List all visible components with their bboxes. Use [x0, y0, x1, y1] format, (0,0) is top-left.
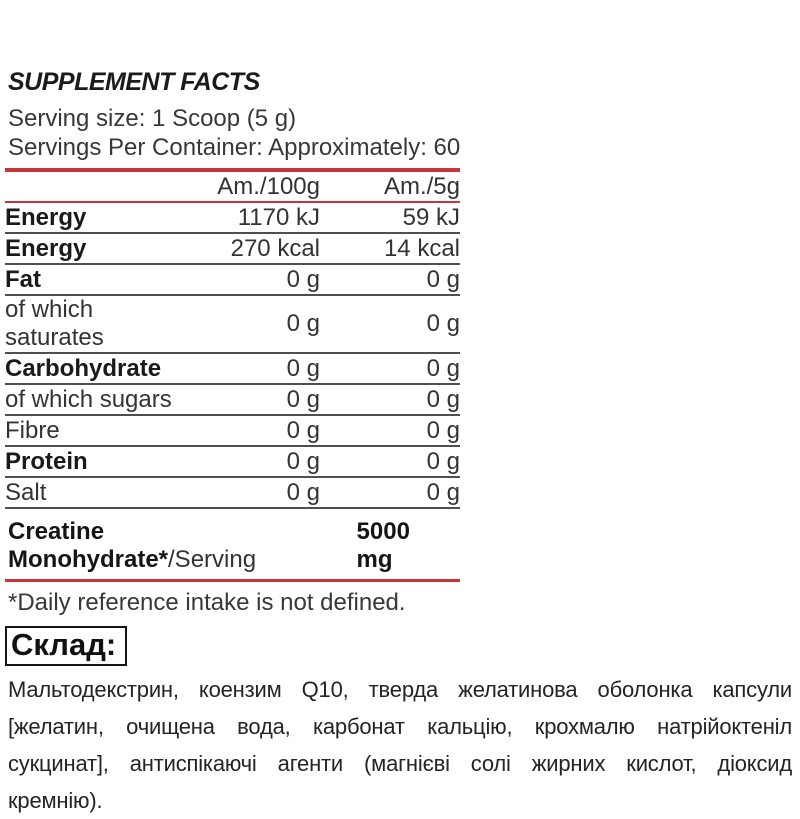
nutrient-per-5g: 0 g [426, 416, 460, 444]
column-header-am-100g: Am./100g [217, 172, 320, 200]
supplement-facts-table [5, 168, 460, 509]
table-row [5, 384, 460, 415]
creatine-name-bold: Creatine Monohydrate* [8, 518, 169, 573]
table-row [5, 295, 460, 353]
table-row [5, 477, 460, 508]
table-row [5, 202, 460, 233]
column-header-blank [5, 170, 190, 202]
nutrient-name: of which sugars [5, 385, 172, 413]
table-row [5, 264, 460, 295]
nutrient-per-100g: 0 g [286, 354, 320, 382]
nutrient-per-100g: 0 g [286, 478, 320, 506]
nutrient-per-5g: 0 g [426, 447, 460, 475]
nutrient-per-5g: 0 g [426, 478, 460, 506]
composition-line: [желатин, очищена вода, карбонат кальцію, крохмалю натрійоктеніл [8, 714, 792, 739]
nutrient-per-5g: 14 kcal [383, 234, 460, 262]
nutrient-per-5g: 0 g [426, 310, 460, 337]
servings-per-container-line: Servings Per Container: Approximately: 60 [8, 134, 461, 161]
creatine-serving-row [5, 518, 460, 582]
nutrient-name: Salt [5, 478, 47, 506]
nutrient-per-100g: 1170 kJ [237, 203, 320, 231]
composition-line: Мальтодекстрин, коензим Q10, тверда желатинова оболонка капсули [8, 677, 792, 702]
serving-info [8, 104, 792, 162]
table-row [5, 233, 460, 264]
serving-size-line: Serving size: 1 Scoop (5 g) [8, 105, 297, 132]
nutrient-per-100g: 270 kcal [230, 234, 320, 262]
creatine-name-suffix: /Serving [168, 546, 257, 573]
column-header-am-5g: Am./5g [383, 172, 460, 200]
nutrient-name: Carbohydrate [5, 354, 162, 382]
nutrient-per-100g: 0 g [286, 447, 320, 475]
nutrient-name: Energy [5, 203, 87, 231]
table-row [5, 415, 460, 446]
nutrient-name: Energy [5, 234, 87, 262]
nutrient-per-5g: 0 g [426, 265, 460, 293]
creatine-amount: 5000 mg [356, 518, 410, 573]
table-row [5, 446, 460, 477]
nutrient-name: Fibre [5, 416, 60, 444]
composition-line: сукцинат], антиспікаючі агенти (магнієві солі жирних кислот, діоксид [8, 751, 792, 776]
nutrient-per-100g: 0 g [286, 310, 320, 337]
nutrient-name: of which saturates [5, 296, 104, 351]
nutrient-per-100g: 0 g [286, 265, 320, 293]
table-header-row [5, 170, 460, 202]
nutrient-per-5g: 0 g [426, 354, 460, 382]
nutrient-per-100g: 0 g [286, 385, 320, 413]
nutrient-name: Fat [5, 265, 41, 293]
nutrient-per-5g: 0 g [426, 385, 460, 413]
composition-heading: Склад: [5, 626, 127, 666]
nutrient-per-5g: 59 kJ [402, 203, 460, 231]
composition-text [8, 671, 792, 819]
daily-reference-footnote: *Daily reference intake is not defined. [8, 589, 406, 616]
nutrient-per-100g: 0 g [286, 416, 320, 444]
composition-line: кремнію). [8, 788, 103, 813]
nutrient-name: Protein [5, 447, 88, 475]
creatine-name [8, 518, 357, 574]
table-row [5, 353, 460, 384]
page-title: SUPPLEMENT FACTS [8, 68, 260, 96]
